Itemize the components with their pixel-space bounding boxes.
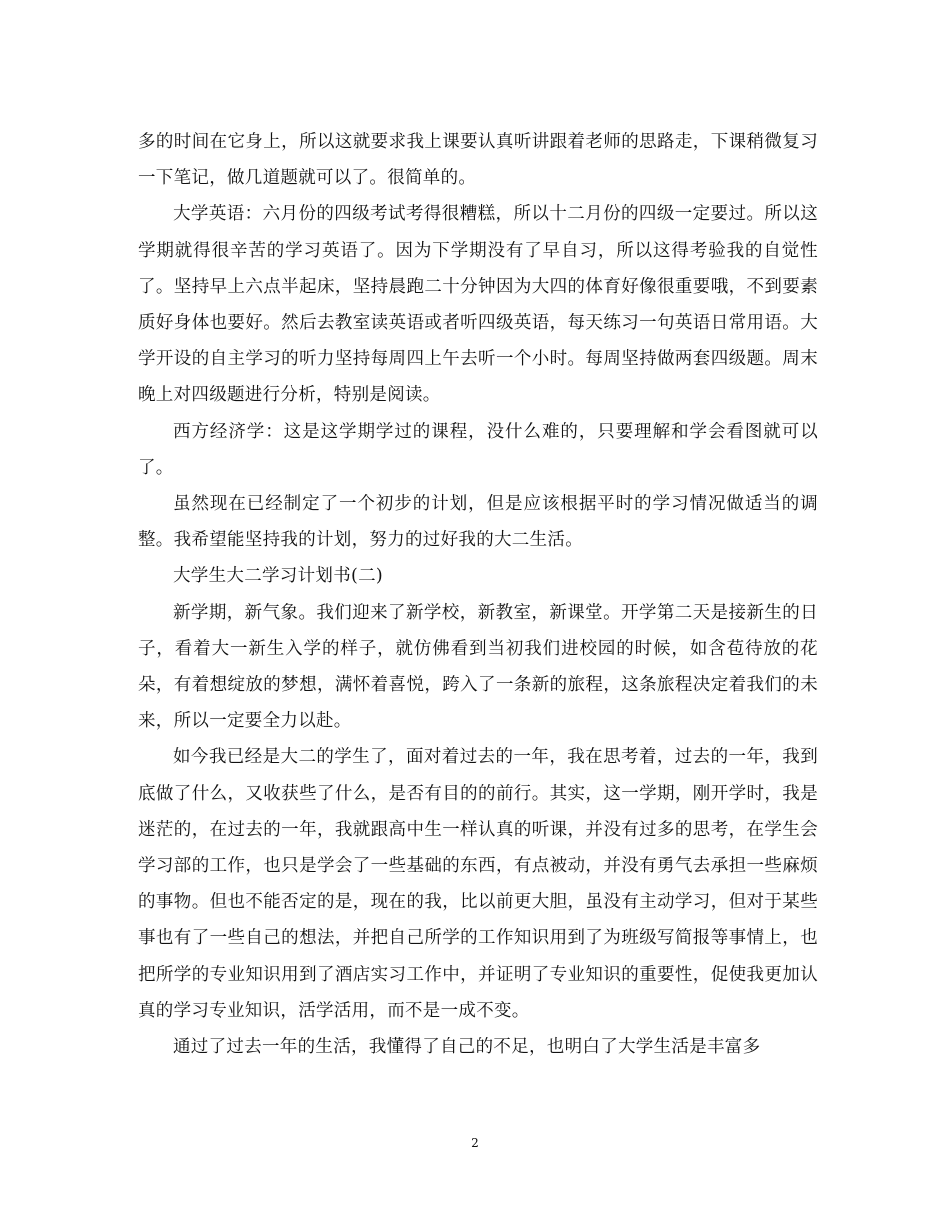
page-number: 2 <box>471 1136 479 1150</box>
paragraph-7: 通过了过去一年的生活，我懂得了自己的不足，也明白了大学生活是丰富多 <box>173 1037 761 1058</box>
paragraph-1: 多的时间在它身上，所以这就要求我上课要认真听讲跟着老师的思路走，下课稍微复习一下笔记，做几道题就可以了。很简单的。 <box>138 132 818 189</box>
paragraph-4: 虽然现在已经制定了一个初步的计划，但是应该根据平时的学习情况做适当的调整。我希望能坚持我的计划，努力的过好我的大二生活。 <box>138 494 818 551</box>
section-heading: 大学生大二学习计划书(二) <box>173 566 384 587</box>
paragraph-3: 西方经济学：这是这学期学过的课程，没什么难的，只要理解和学会看图就可以了。 <box>138 421 818 478</box>
paragraph-6: 如今我已经是大二的学生了，面对着过去的一年，我在思考着，过去的一年，我到底做了什么，又收获些了什么，是否有目的的前行。其实，这一学期，刚开学时，我是迷茫的，在过去的一年，我就跟高中生一样认真的听课，并没有过多的思考，在学生会学习部的工作，也只是学会了一些基础的东西，有点被动，并没有勇气去承担一些麻烦的事物。但也不能否定的是，现在的我，比以前更大胆，虽没有主动学习，但对于某些事也有了一些自己的想法，并把自己所学的工作知识用到了为班级写简报等事情上，也把所学的专业知识用到了酒店实习工作中，并证明了专业知识的重要性，促使我更加认真的学习专业知识，活学活用，而不是一成不变。 <box>138 747 818 1021</box>
paragraph-2: 大学英语：六月份的四级考试考得很糟糕，所以十二月份的四级一定要过。所以这学期就得很辛苦的学习英语了。因为下学期没有了早自习，所以这得考验我的自觉性了。坚持早上六点半起床，坚持晨跑二十分钟因为大四的体育好像很重要哦，不到要素质好身体也要好。然后去教室读英语或者听四级英语，每天练习一句英语日常用语。大学开设的自主学习的听力坚持每周四上午去听一个小时。每周坚持做两套四级题。周末晚上对四级题进行分析，特别是阅读。 <box>138 204 818 406</box>
paragraph-5: 新学期，新气象。我们迎来了新学校，新教室，新课堂。开学第二天是接新生的日子，看着大一新生入学的样子，就仿佛看到当初我们进校园的时候，如含苞待放的花朵，有着想绽放的梦想，满怀着喜悦，跨入了一条新的旅程，这条旅程决定着我们的未来，所以一定要全力以赴。 <box>138 602 818 732</box>
document-body <box>138 124 818 1065</box>
